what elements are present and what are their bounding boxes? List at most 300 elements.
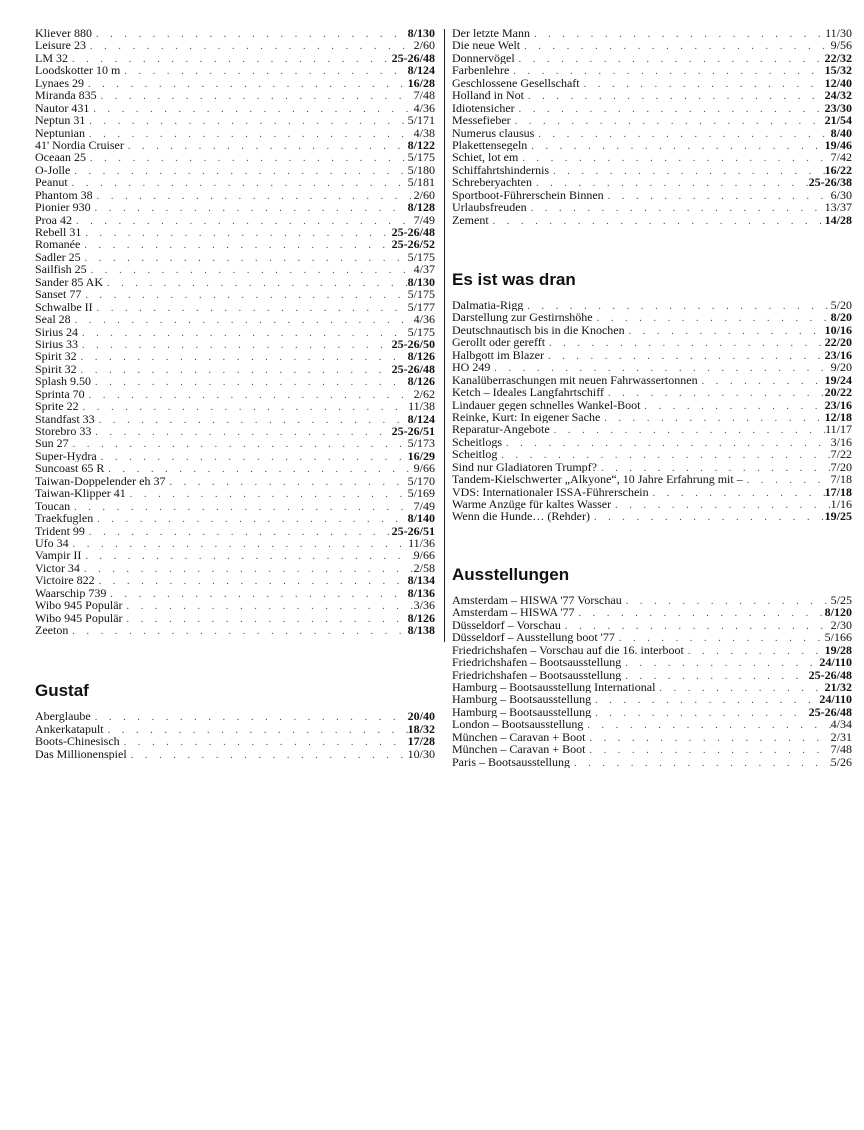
entry-reference: 11/17 xyxy=(825,423,852,436)
dot-leader xyxy=(124,141,408,151)
left-column xyxy=(35,27,435,760)
entry-title: Kliever 880 xyxy=(35,27,92,40)
entry-reference: 8/20 xyxy=(830,311,852,324)
index-entry xyxy=(35,139,435,151)
entry-reference: 25-26/48 xyxy=(391,362,435,376)
entry-title: Scheitlog xyxy=(452,448,498,461)
dot-leader xyxy=(80,564,414,574)
entry-title: Storebro 33 xyxy=(35,425,92,438)
entry-reference: 8/124 xyxy=(407,64,435,77)
dot-leader xyxy=(91,712,408,722)
entry-title: VDS: Internationaler ISSA-Führerschein xyxy=(452,485,649,498)
index-entry xyxy=(452,311,852,323)
index-entry xyxy=(452,411,852,423)
dot-leader xyxy=(69,439,408,449)
entry-reference: 25-26/48 xyxy=(391,51,435,65)
entry-reference: 8/140 xyxy=(407,512,435,525)
index-entry xyxy=(452,644,852,656)
dot-leader xyxy=(95,576,408,586)
entry-title: Wibo 945 Populär xyxy=(35,611,123,624)
index-entry xyxy=(35,301,435,313)
dot-leader xyxy=(127,750,408,760)
entry-title: Zement xyxy=(452,213,489,226)
entry-title: Taiwan-Doppelender eh 37 xyxy=(35,474,166,488)
dot-leader xyxy=(593,313,831,323)
entry-reference: 13/37 xyxy=(824,201,852,214)
entry-reference: 5/25 xyxy=(830,593,852,607)
entry-reference: 16/29 xyxy=(407,449,435,463)
dot-leader xyxy=(515,104,825,114)
dot-leader xyxy=(68,626,407,636)
entry-title: Traekfuglen xyxy=(35,512,94,525)
entry-title: Darstellung zur Gestirnshöhe xyxy=(452,311,593,324)
entry-reference: 16/28 xyxy=(407,76,435,90)
entry-title: Sprite 22 xyxy=(35,400,79,413)
entry-reference: 8/126 xyxy=(407,611,435,624)
dot-leader xyxy=(604,191,831,201)
entry-title: Rebell 31 xyxy=(35,226,82,239)
index-entry xyxy=(452,399,852,411)
dot-leader xyxy=(72,216,414,226)
dot-leader xyxy=(534,129,830,139)
index-entry xyxy=(35,375,435,387)
boat-index-list xyxy=(35,27,435,636)
entry-title: Idiotensicher xyxy=(452,101,515,115)
gustaf-list-continued xyxy=(452,27,852,226)
entry-title: Ketch – Ideales Langfahrtschiff xyxy=(452,386,605,399)
entry-title: Warme Anzüge für kaltes Wasser xyxy=(452,498,612,511)
entry-reference: 7/22 xyxy=(830,448,852,461)
entry-reference: 5/175 xyxy=(407,250,435,264)
entry-reference: 11/36 xyxy=(408,536,435,550)
index-entry xyxy=(35,313,435,325)
dot-leader xyxy=(497,450,830,460)
entry-reference: 5/175 xyxy=(407,151,435,164)
index-entry xyxy=(452,631,852,643)
entry-title: Super-Hydra xyxy=(35,449,97,463)
index-entry xyxy=(35,612,435,624)
entry-title: Wibo 945 Populär xyxy=(35,599,123,612)
index-entry xyxy=(452,39,852,51)
dot-leader xyxy=(523,301,830,311)
index-entry xyxy=(35,164,435,176)
entry-title: Schiffahrtshindernis xyxy=(452,163,550,177)
dot-leader xyxy=(81,290,407,300)
dot-leader xyxy=(93,191,414,201)
entry-title: Nautor 431 xyxy=(35,101,90,115)
dot-leader xyxy=(544,351,825,361)
entry-title: London – Bootsausstellung xyxy=(452,718,584,731)
entry-title: Sanset 77 xyxy=(35,288,82,301)
entry-title: Lynaes 29 xyxy=(35,76,84,90)
entry-reference: 10/30 xyxy=(407,747,435,761)
entry-reference: 15/32 xyxy=(824,64,852,77)
dot-leader xyxy=(570,758,831,768)
index-entry xyxy=(35,512,435,524)
entry-title: Spirit 32 xyxy=(35,350,77,363)
entry-title: Neptun 31 xyxy=(35,114,86,127)
entry-title: Sailfish 25 xyxy=(35,263,87,276)
dot-leader xyxy=(574,608,824,618)
index-entry xyxy=(452,214,852,226)
entry-reference: 11/38 xyxy=(408,400,435,413)
index-entry xyxy=(452,64,852,76)
dot-leader xyxy=(590,512,825,522)
index-entry xyxy=(35,525,435,537)
entry-reference: 5/173 xyxy=(407,437,435,450)
index-entry xyxy=(35,151,435,163)
entry-reference: 9/66 xyxy=(413,462,435,475)
index-entry xyxy=(452,594,852,606)
es-ist-was-dran-list xyxy=(452,299,852,523)
entry-title: Victoire 822 xyxy=(35,574,95,587)
entry-title: Deutschnautisch bis in die Knochen xyxy=(452,323,625,337)
index-entry xyxy=(35,288,435,300)
dot-leader xyxy=(81,228,391,238)
entry-reference: 2/62 xyxy=(413,387,435,401)
entry-reference: 7/18 xyxy=(830,473,852,486)
entry-reference: 8/130 xyxy=(407,275,435,289)
entry-reference: 5/166 xyxy=(824,631,852,644)
entry-title: Sander 85 AK xyxy=(35,275,103,289)
entry-title: Toucan xyxy=(35,499,71,513)
ausstellungen-list xyxy=(452,594,852,768)
dot-leader xyxy=(70,502,414,512)
entry-reference: 8/126 xyxy=(407,375,435,388)
entry-title: Schwalbe II xyxy=(35,300,93,314)
dot-leader xyxy=(489,216,825,226)
index-entry xyxy=(35,64,435,76)
dot-leader xyxy=(625,326,825,336)
entry-reference: 7/48 xyxy=(830,743,852,756)
index-entry xyxy=(452,681,852,693)
entry-reference: 2/30 xyxy=(830,618,852,632)
index-entry xyxy=(452,27,852,39)
dot-leader xyxy=(600,413,824,423)
entry-reference: 5/177 xyxy=(407,300,435,314)
dot-leader xyxy=(85,390,414,400)
index-entry xyxy=(35,437,435,449)
entry-reference: 9/20 xyxy=(830,361,852,374)
entry-title: Miranda 835 xyxy=(35,89,97,102)
entry-reference: 5/26 xyxy=(830,755,852,768)
index-entry xyxy=(452,756,852,768)
entry-reference: 25-26/50 xyxy=(391,337,435,351)
index-entry xyxy=(452,164,852,176)
dot-leader xyxy=(580,79,825,89)
entry-reference: 25-26/51 xyxy=(391,425,435,438)
dot-leader xyxy=(81,253,408,263)
entry-title: Reparatur-Angebote xyxy=(452,423,550,436)
dot-leader xyxy=(97,452,408,462)
dot-leader xyxy=(91,203,408,213)
entry-reference: 25-26/48 xyxy=(808,705,852,719)
entry-title: HO 249 xyxy=(452,361,491,374)
dot-leader xyxy=(103,278,408,288)
index-entry xyxy=(452,374,852,386)
dot-leader xyxy=(655,683,824,693)
entry-reference: 12/40 xyxy=(824,76,852,90)
index-entry xyxy=(452,448,852,460)
index-entry xyxy=(35,326,435,338)
index-entry xyxy=(35,89,435,101)
entry-reference: 8/40 xyxy=(830,126,852,139)
entry-reference: 2/58 xyxy=(413,561,435,575)
entry-title: Der letzte Mann xyxy=(452,27,530,40)
dot-leader xyxy=(85,116,407,126)
dot-leader xyxy=(621,658,819,668)
entry-title: Schreberyachten xyxy=(452,176,532,189)
dot-leader xyxy=(550,425,825,435)
dot-leader xyxy=(120,66,407,76)
entry-title: Scheitlogs xyxy=(452,435,502,449)
dot-leader xyxy=(684,646,825,656)
dot-leader xyxy=(698,376,825,386)
index-entry xyxy=(452,114,852,126)
index-entry xyxy=(35,462,435,474)
entry-reference: 19/24 xyxy=(824,373,852,387)
dot-leader xyxy=(591,695,819,705)
entry-title: Friedrichshafen – Bootsausstellung xyxy=(452,656,622,669)
index-entry xyxy=(35,127,435,139)
entry-reference: 12/18 xyxy=(824,410,852,424)
dot-leader xyxy=(520,41,831,51)
entry-title: Boots-Chinesisch xyxy=(35,735,120,748)
dot-leader xyxy=(549,166,825,176)
entry-title: Hamburg – Bootsausstellung xyxy=(452,705,592,719)
entry-title: Tandem-Kielschwerter „Alkyone“, 10 Jahre Erfahrung mit – xyxy=(452,473,743,486)
entry-reference: 20/40 xyxy=(407,710,435,723)
dot-leader xyxy=(78,328,408,338)
index-entry xyxy=(452,89,852,101)
dot-leader xyxy=(92,29,408,39)
index-entry xyxy=(35,710,435,722)
dot-leader xyxy=(68,54,392,64)
dot-leader xyxy=(621,671,808,681)
index-entry xyxy=(35,363,435,375)
entry-reference: 16/22 xyxy=(824,163,852,177)
dot-leader xyxy=(91,377,408,387)
entry-reference: 8/130 xyxy=(407,27,435,40)
entry-title: Trident 99 xyxy=(35,524,85,537)
index-entry xyxy=(35,189,435,201)
entry-reference: 6/30 xyxy=(830,188,852,202)
entry-title: Hamburg – Bootsausstellung International xyxy=(452,680,656,694)
dot-leader xyxy=(89,104,413,114)
entry-reference: 25-26/51 xyxy=(391,524,435,537)
entry-title: Sind nur Gladiatoren Trumpf? xyxy=(452,460,597,474)
entry-reference: 22/32 xyxy=(824,51,852,65)
section-heading-gustaf: Gustaf xyxy=(35,681,89,701)
entry-title: Pionier 930 xyxy=(35,201,91,214)
section-heading-ausstellungen: Ausstellungen xyxy=(452,564,570,584)
index-entry xyxy=(452,473,852,485)
index-entry xyxy=(35,214,435,226)
entry-title: Wenn die Hunde… (Rehder) xyxy=(452,510,590,523)
entry-title: LM 32 xyxy=(35,51,68,65)
index-entry xyxy=(35,39,435,51)
index-entry xyxy=(35,549,435,561)
entry-title: Amsterdam – HISWA '77 xyxy=(452,606,575,619)
entry-reference: 4/38 xyxy=(413,126,435,139)
index-entry xyxy=(35,400,435,412)
dot-leader xyxy=(81,551,413,561)
dot-leader xyxy=(86,41,414,51)
entry-reference: 25-26/48 xyxy=(808,668,852,681)
entry-reference: 19/46 xyxy=(824,138,852,152)
dot-leader xyxy=(502,438,831,448)
index-entry xyxy=(35,537,435,549)
entry-reference: 24/110 xyxy=(819,656,852,669)
dot-leader xyxy=(611,500,831,510)
entry-reference: 4/36 xyxy=(413,313,435,326)
entry-title: Leisure 23 xyxy=(35,39,86,52)
entry-reference: 5/169 xyxy=(407,487,435,500)
entry-title: Das Millionenspiel xyxy=(35,747,127,761)
index-entry xyxy=(35,201,435,213)
dot-leader xyxy=(97,91,414,101)
dot-leader xyxy=(120,737,408,747)
index-entry xyxy=(35,587,435,599)
index-entry xyxy=(35,52,435,64)
index-entry xyxy=(35,413,435,425)
dot-leader xyxy=(585,733,830,743)
entry-title: Romanée xyxy=(35,238,81,251)
entry-reference: 19/28 xyxy=(824,643,852,657)
entry-reference: 5/175 xyxy=(407,288,435,301)
index-entry xyxy=(452,324,852,336)
index-entry xyxy=(35,599,435,611)
entry-reference: 4/34 xyxy=(830,718,852,731)
index-entry xyxy=(35,723,435,735)
dot-leader xyxy=(84,79,408,89)
dot-leader xyxy=(165,477,407,487)
entry-reference: 8/126 xyxy=(407,350,435,363)
entry-reference: 5/181 xyxy=(407,176,435,189)
entry-reference: 24/32 xyxy=(824,89,852,102)
dot-leader xyxy=(78,340,392,350)
entry-title: Splash 9.50 xyxy=(35,375,92,388)
entry-title: Friedrichshafen – Bootsausstellung xyxy=(452,668,622,681)
entry-title: Proa 42 xyxy=(35,213,72,226)
entry-reference: 5/171 xyxy=(407,114,435,127)
entry-reference: 7/48 xyxy=(413,89,435,102)
index-entry xyxy=(35,350,435,362)
entry-title: Farbenlehre xyxy=(452,64,510,77)
entry-title: Amsterdam – HISWA '77 Vorschau xyxy=(452,593,622,607)
index-entry xyxy=(452,656,852,668)
entry-reference: 5/175 xyxy=(407,325,435,338)
entry-title: Sportboot-Führerschein Binnen xyxy=(452,188,604,202)
entry-title: Ankerkatapult xyxy=(35,722,104,736)
dot-leader xyxy=(615,633,825,643)
dot-leader xyxy=(527,141,824,151)
entry-reference: 25-26/52 xyxy=(391,238,435,251)
entry-reference: 2/60 xyxy=(413,188,435,202)
entry-reference: 5/180 xyxy=(407,163,435,177)
section-heading-es-ist-was-dran: Es ist was dran xyxy=(452,270,576,289)
index-entry xyxy=(35,475,435,487)
index-entry xyxy=(35,425,435,437)
index-entry xyxy=(35,238,435,250)
entry-title: Taiwan-Klipper 41 xyxy=(35,487,126,500)
dot-leader xyxy=(93,514,407,524)
index-entry xyxy=(452,510,852,522)
entry-title: Düsseldorf – Ausstellung boot '77 xyxy=(452,631,615,644)
entry-reference: 8/136 xyxy=(407,586,435,600)
entry-title: Geschlossene Gesellschaft xyxy=(452,76,580,90)
index-entry xyxy=(452,731,852,743)
dot-leader xyxy=(106,589,407,599)
entry-title: Die neue Welt xyxy=(452,39,521,52)
entry-reference: 7/42 xyxy=(830,151,852,164)
entry-title: Plakettensegeln xyxy=(452,138,528,152)
dot-leader xyxy=(126,489,408,499)
dot-leader xyxy=(80,240,391,250)
dot-leader xyxy=(79,402,408,412)
entry-reference: 9/66 xyxy=(413,549,435,562)
entry-reference: 2/60 xyxy=(413,39,435,52)
dot-leader xyxy=(85,527,392,537)
index-entry xyxy=(35,251,435,263)
entry-reference: 8/122 xyxy=(407,138,435,152)
dot-leader xyxy=(70,166,407,176)
entry-title: Düsseldorf – Vorschau xyxy=(452,618,561,632)
entry-title: Holland in Not xyxy=(452,89,524,102)
dot-leader xyxy=(527,203,825,213)
entry-reference: 24/110 xyxy=(819,693,852,706)
entry-reference: 17/18 xyxy=(824,485,852,498)
dot-leader xyxy=(85,129,414,139)
entry-title: O-Jolle xyxy=(35,163,71,177)
entry-title: Dalmatia-Rigg xyxy=(452,299,524,312)
entry-title: München – Caravan + Boot xyxy=(452,743,586,756)
dot-leader xyxy=(524,91,825,101)
dot-leader xyxy=(743,475,831,485)
dot-leader xyxy=(123,601,414,611)
entry-title: Numerus clausus xyxy=(452,126,535,139)
dot-leader xyxy=(515,54,825,64)
index-entry xyxy=(35,114,435,126)
dot-leader xyxy=(95,415,408,425)
dot-leader xyxy=(86,153,408,163)
index-entry xyxy=(452,201,852,213)
entry-reference: 21/32 xyxy=(824,680,852,694)
entry-title: Sirius 24 xyxy=(35,325,79,338)
dot-leader xyxy=(91,427,391,437)
entry-reference: 8/138 xyxy=(407,624,435,637)
entry-title: Seal 28 xyxy=(35,313,71,326)
entry-reference: 17/28 xyxy=(407,735,435,748)
index-entry xyxy=(35,388,435,400)
dot-leader xyxy=(490,363,830,373)
index-entry xyxy=(35,624,435,636)
entry-reference: 1/16 xyxy=(830,498,852,511)
index-entry xyxy=(35,338,435,350)
entry-title: Gerollt oder gerefft xyxy=(452,336,546,349)
entry-reference: 11/30 xyxy=(825,27,852,40)
entry-reference: 23/30 xyxy=(824,101,852,115)
entry-title: Victor 34 xyxy=(35,561,80,575)
entry-title: Donnervögel xyxy=(452,51,515,65)
entry-reference: 25-26/38 xyxy=(808,176,852,189)
index-entry xyxy=(35,102,435,114)
index-entry xyxy=(35,176,435,188)
entry-title: Friedrichshafen – Vorschau auf die 16. interboot xyxy=(452,643,684,657)
entry-reference: 10/16 xyxy=(824,323,852,337)
entry-title: Ufo 34 xyxy=(35,536,69,550)
index-entry xyxy=(452,718,852,730)
